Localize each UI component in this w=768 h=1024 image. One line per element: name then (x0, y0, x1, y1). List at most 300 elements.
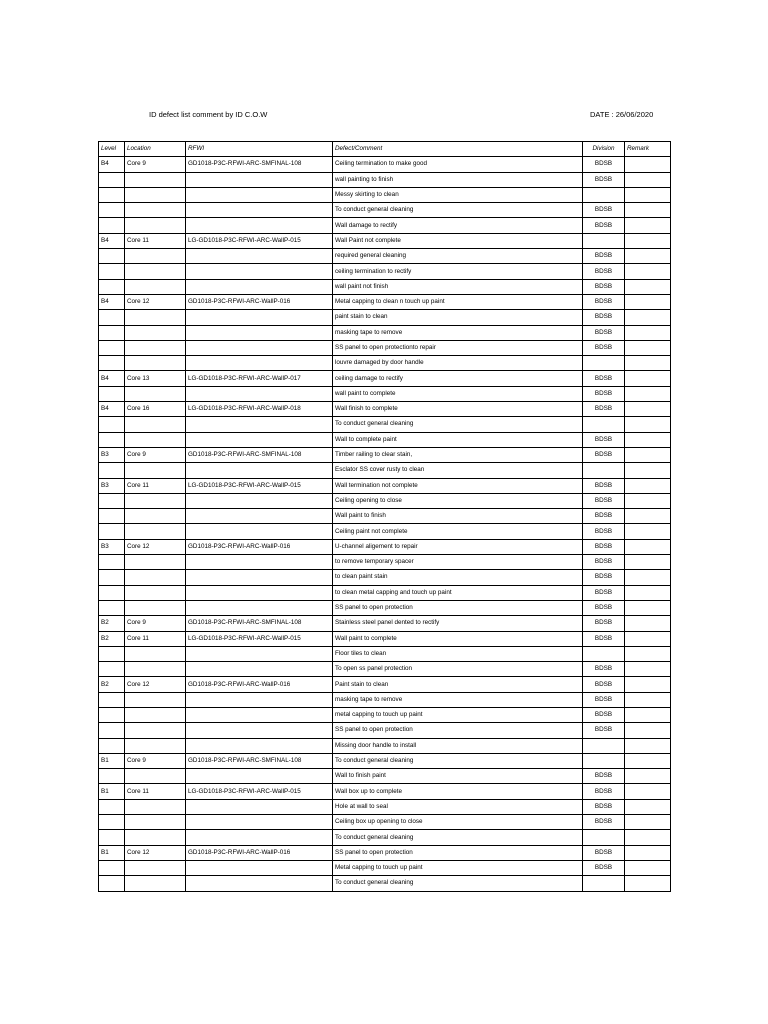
cell-location: Core 9 (125, 616, 186, 631)
cell-remark (625, 631, 671, 646)
cell-remark (625, 249, 671, 264)
cell-rfwi (186, 264, 333, 279)
cell-location (125, 432, 186, 447)
cell-rfwi (186, 279, 333, 294)
cell-remark (625, 463, 671, 478)
table-row (99, 493, 671, 508)
cell-location: Core 11 (125, 631, 186, 646)
cell-division (583, 233, 625, 248)
cell-remark (625, 616, 671, 631)
cell-level: B1 (99, 753, 125, 768)
cell-location (125, 493, 186, 508)
cell-level (99, 692, 125, 707)
cell-rfwi (186, 417, 333, 432)
cell-location (125, 738, 186, 753)
cell-defect: ceiling termination to rectify (333, 264, 583, 279)
cell-level (99, 386, 125, 401)
table-row (99, 157, 671, 172)
cell-location: Core 12 (125, 677, 186, 692)
cell-division: BDSB (583, 509, 625, 524)
cell-defect: Paint stain to clean (333, 677, 583, 692)
cell-rfwi (186, 692, 333, 707)
cell-level (99, 187, 125, 202)
cell-remark (625, 600, 671, 615)
cell-division: BDSB (583, 218, 625, 233)
cell-remark (625, 340, 671, 355)
cell-remark (625, 172, 671, 187)
cell-division (583, 738, 625, 753)
cell-defect: Ceiling box up opening to close (333, 815, 583, 830)
cell-division (583, 187, 625, 202)
cell-remark (625, 784, 671, 799)
cell-location (125, 799, 186, 814)
table-row (99, 570, 671, 585)
cell-remark (625, 157, 671, 172)
table-row (99, 417, 671, 432)
cell-division: BDSB (583, 799, 625, 814)
cell-division: BDSB (583, 555, 625, 570)
cell-remark (625, 524, 671, 539)
cell-level (99, 203, 125, 218)
cell-division: BDSB (583, 493, 625, 508)
cell-remark (625, 478, 671, 493)
cell-defect: to clean paint stain (333, 570, 583, 585)
cell-rfwi: LG-GD1018-P3C-RFWI-ARC-WallP-015 (186, 784, 333, 799)
cell-location (125, 830, 186, 845)
cell-division: BDSB (583, 203, 625, 218)
table-row (99, 860, 671, 875)
cell-defect: Wall paint to complete (333, 631, 583, 646)
cell-division (583, 463, 625, 478)
cell-defect: SS panel to open protection (333, 600, 583, 615)
cell-location: Core 12 (125, 539, 186, 554)
table-row (99, 738, 671, 753)
table-row (99, 509, 671, 524)
cell-level: B3 (99, 478, 125, 493)
cell-level (99, 799, 125, 814)
cell-rfwi (186, 325, 333, 340)
cell-rfwi (186, 723, 333, 738)
cell-defect: Wall Paint not complete (333, 233, 583, 248)
table-header-row (99, 142, 671, 157)
table-row (99, 692, 671, 707)
table-row (99, 294, 671, 309)
table-row (99, 585, 671, 600)
table-row (99, 279, 671, 294)
cell-location (125, 815, 186, 830)
cell-level: B4 (99, 402, 125, 417)
cell-rfwi (186, 432, 333, 447)
cell-rfwi: LG-GD1018-P3C-RFWI-ARC-WallP-015 (186, 233, 333, 248)
table-row (99, 340, 671, 355)
cell-level (99, 769, 125, 784)
cell-level (99, 432, 125, 447)
table-row (99, 707, 671, 722)
cell-level (99, 555, 125, 570)
cell-level (99, 509, 125, 524)
cell-level: B4 (99, 371, 125, 386)
cell-division: BDSB (583, 692, 625, 707)
cell-division: BDSB (583, 279, 625, 294)
cell-rfwi (186, 876, 333, 891)
cell-remark (625, 417, 671, 432)
cell-rfwi (186, 815, 333, 830)
cell-location (125, 570, 186, 585)
cell-remark (625, 325, 671, 340)
table-row (99, 172, 671, 187)
cell-defect: To conduct general cleaning (333, 876, 583, 891)
cell-location (125, 646, 186, 661)
cell-division (583, 830, 625, 845)
table-row (99, 187, 671, 202)
cell-division (583, 417, 625, 432)
cell-remark (625, 692, 671, 707)
cell-remark (625, 279, 671, 294)
cell-rfwi (186, 249, 333, 264)
cell-rfwi: LG-GD1018-P3C-RFWI-ARC-WallP-018 (186, 402, 333, 417)
table-row (99, 463, 671, 478)
cell-location (125, 172, 186, 187)
cell-rfwi (186, 310, 333, 325)
table-body (99, 157, 671, 891)
cell-remark (625, 294, 671, 309)
cell-remark (625, 662, 671, 677)
cell-division: BDSB (583, 585, 625, 600)
cell-location: Core 9 (125, 157, 186, 172)
cell-division: BDSB (583, 707, 625, 722)
cell-location (125, 876, 186, 891)
table-row (99, 815, 671, 830)
cell-division (583, 356, 625, 371)
cell-division: BDSB (583, 386, 625, 401)
cell-level (99, 707, 125, 722)
table-row (99, 402, 671, 417)
document-date: DATE : 26/06/2020 (590, 110, 654, 119)
cell-defect: Hole at wall to seal (333, 799, 583, 814)
cell-location: Core 11 (125, 784, 186, 799)
cell-level: B2 (99, 616, 125, 631)
cell-remark (625, 432, 671, 447)
cell-rfwi (186, 172, 333, 187)
table-row (99, 524, 671, 539)
cell-defect: To conduct general cleaning (333, 203, 583, 218)
cell-remark (625, 815, 671, 830)
cell-level (99, 738, 125, 753)
cell-defect: Ceiling paint not complete (333, 524, 583, 539)
cell-remark (625, 218, 671, 233)
cell-level (99, 356, 125, 371)
cell-division: BDSB (583, 815, 625, 830)
table-row (99, 539, 671, 554)
cell-defect: Messy skirting to clean (333, 187, 583, 202)
header-remark: Remark (625, 142, 671, 157)
table-row (99, 616, 671, 631)
cell-level: B4 (99, 233, 125, 248)
header-level: Level (99, 142, 125, 157)
cell-division: BDSB (583, 447, 625, 462)
cell-rfwi: GD1018-P3C-RFWI-ARC-WallP-016 (186, 294, 333, 309)
cell-level: B2 (99, 677, 125, 692)
cell-division: BDSB (583, 784, 625, 799)
cell-defect: To conduct general cleaning (333, 753, 583, 768)
cell-rfwi (186, 662, 333, 677)
cell-level: B4 (99, 157, 125, 172)
cell-remark (625, 753, 671, 768)
cell-level (99, 876, 125, 891)
cell-remark (625, 386, 671, 401)
cell-remark (625, 447, 671, 462)
cell-rfwi: GD1018-P3C-RFWI-ARC-SMFINAL-108 (186, 616, 333, 631)
cell-defect: SS panel to open protection (333, 723, 583, 738)
table-row (99, 723, 671, 738)
header-rfwi: RFWI (186, 142, 333, 157)
cell-location (125, 356, 186, 371)
cell-level: B1 (99, 845, 125, 860)
cell-remark (625, 723, 671, 738)
cell-level (99, 585, 125, 600)
cell-location: Core 11 (125, 233, 186, 248)
cell-level (99, 524, 125, 539)
cell-level (99, 570, 125, 585)
cell-defect: Metal capping to clean n touch up paint (333, 294, 583, 309)
table-row (99, 371, 671, 386)
cell-remark (625, 769, 671, 784)
cell-location (125, 264, 186, 279)
cell-level (99, 830, 125, 845)
cell-division: BDSB (583, 172, 625, 187)
cell-remark (625, 799, 671, 814)
cell-level (99, 279, 125, 294)
table-row (99, 845, 671, 860)
cell-rfwi (186, 600, 333, 615)
table-row (99, 432, 671, 447)
cell-defect: wall paint to complete (333, 386, 583, 401)
cell-level (99, 218, 125, 233)
cell-rfwi: LG-GD1018-P3C-RFWI-ARC-WallP-015 (186, 631, 333, 646)
cell-location (125, 860, 186, 875)
cell-level (99, 463, 125, 478)
cell-defect: to clean metal capping and touch up paint (333, 585, 583, 600)
cell-remark (625, 845, 671, 860)
cell-rfwi (186, 187, 333, 202)
table-row (99, 600, 671, 615)
cell-location (125, 417, 186, 432)
cell-location: Core 16 (125, 402, 186, 417)
cell-division: BDSB (583, 860, 625, 875)
cell-location (125, 600, 186, 615)
cell-remark (625, 570, 671, 585)
cell-rfwi: GD1018-P3C-RFWI-ARC-WallP-016 (186, 539, 333, 554)
table-row (99, 799, 671, 814)
table-row (99, 555, 671, 570)
cell-defect: Wall to complete paint (333, 432, 583, 447)
cell-division: BDSB (583, 769, 625, 784)
cell-level (99, 662, 125, 677)
cell-rfwi (186, 340, 333, 355)
cell-division: BDSB (583, 325, 625, 340)
cell-division: BDSB (583, 631, 625, 646)
cell-remark (625, 371, 671, 386)
cell-division (583, 753, 625, 768)
cell-level (99, 325, 125, 340)
cell-location (125, 555, 186, 570)
cell-defect: wall painting to finish (333, 172, 583, 187)
cell-level (99, 340, 125, 355)
cell-division: BDSB (583, 723, 625, 738)
cell-location (125, 325, 186, 340)
cell-defect: paint stain to clean (333, 310, 583, 325)
cell-location (125, 692, 186, 707)
table-row (99, 753, 671, 768)
cell-remark (625, 539, 671, 554)
cell-division: BDSB (583, 294, 625, 309)
cell-remark (625, 310, 671, 325)
cell-division: BDSB (583, 371, 625, 386)
cell-rfwi (186, 799, 333, 814)
cell-remark (625, 187, 671, 202)
cell-rfwi (186, 386, 333, 401)
cell-rfwi (186, 524, 333, 539)
cell-defect: Wall box up to complete (333, 784, 583, 799)
cell-remark (625, 707, 671, 722)
cell-defect: ceiling damage to rectify (333, 371, 583, 386)
cell-defect: to remove temporary spacer (333, 555, 583, 570)
cell-remark (625, 555, 671, 570)
cell-remark (625, 677, 671, 692)
cell-rfwi: LG-GD1018-P3C-RFWI-ARC-WallP-017 (186, 371, 333, 386)
cell-rfwi: GD1018-P3C-RFWI-ARC-SMFINAL-108 (186, 753, 333, 768)
cell-division: BDSB (583, 157, 625, 172)
cell-location: Core 9 (125, 753, 186, 768)
cell-defect: metal capping to touch up paint (333, 707, 583, 722)
header-location: Location (125, 142, 186, 157)
cell-remark (625, 860, 671, 875)
cell-division: BDSB (583, 845, 625, 860)
cell-defect: To open ss panel protection (333, 662, 583, 677)
table-row (99, 233, 671, 248)
cell-division: BDSB (583, 662, 625, 677)
cell-level (99, 310, 125, 325)
cell-location: Core 11 (125, 478, 186, 493)
cell-rfwi: GD1018-P3C-RFWI-ARC-SMFINAL-108 (186, 157, 333, 172)
cell-remark (625, 876, 671, 891)
cell-rfwi: GD1018-P3C-RFWI-ARC-SMFINAL-108 (186, 447, 333, 462)
table-row (99, 646, 671, 661)
cell-location (125, 249, 186, 264)
cell-defect: Ceiling opening to close (333, 493, 583, 508)
cell-level: B4 (99, 294, 125, 309)
cell-defect: SS panel to open protection (333, 845, 583, 860)
cell-defect: Wall paint to finish (333, 509, 583, 524)
cell-division: BDSB (583, 677, 625, 692)
cell-location (125, 769, 186, 784)
cell-defect: Wall finish to complete (333, 402, 583, 417)
cell-location (125, 310, 186, 325)
cell-rfwi (186, 707, 333, 722)
cell-remark (625, 493, 671, 508)
cell-rfwi: LG-GD1018-P3C-RFWI-ARC-WallP-015 (186, 478, 333, 493)
defect-table (98, 141, 671, 892)
cell-rfwi (186, 555, 333, 570)
cell-division: BDSB (583, 478, 625, 493)
cell-remark (625, 203, 671, 218)
cell-division: BDSB (583, 432, 625, 447)
cell-remark (625, 738, 671, 753)
cell-level: B1 (99, 784, 125, 799)
cell-location: Core 13 (125, 371, 186, 386)
cell-division: BDSB (583, 264, 625, 279)
cell-location (125, 723, 186, 738)
cell-remark (625, 509, 671, 524)
cell-rfwi (186, 509, 333, 524)
table-row (99, 784, 671, 799)
cell-division: BDSB (583, 600, 625, 615)
cell-level: B3 (99, 539, 125, 554)
cell-defect: Esclator SS cover rusty to clean (333, 463, 583, 478)
cell-level (99, 172, 125, 187)
cell-rfwi (186, 769, 333, 784)
cell-defect: Missing door handle to install (333, 738, 583, 753)
cell-location (125, 662, 186, 677)
cell-division: BDSB (583, 402, 625, 417)
cell-remark (625, 233, 671, 248)
cell-rfwi (186, 218, 333, 233)
cell-level (99, 417, 125, 432)
cell-location (125, 386, 186, 401)
cell-location (125, 218, 186, 233)
cell-location: Core 12 (125, 845, 186, 860)
cell-rfwi (186, 493, 333, 508)
cell-defect: masking tape to remove (333, 325, 583, 340)
cell-division: BDSB (583, 340, 625, 355)
table-row (99, 356, 671, 371)
cell-location (125, 187, 186, 202)
cell-location (125, 463, 186, 478)
table-row (99, 386, 671, 401)
cell-rfwi (186, 646, 333, 661)
cell-location (125, 203, 186, 218)
cell-division: BDSB (583, 616, 625, 631)
table-row (99, 662, 671, 677)
cell-defect: Wall damage to rectify (333, 218, 583, 233)
cell-level (99, 723, 125, 738)
table-row (99, 631, 671, 646)
cell-defect: required general cleaning (333, 249, 583, 264)
cell-location (125, 585, 186, 600)
cell-remark (625, 646, 671, 661)
cell-location (125, 524, 186, 539)
header-division: Division (583, 142, 625, 157)
cell-defect: Wall to finish paint (333, 769, 583, 784)
cell-location (125, 707, 186, 722)
header-defect: Defect/Comment (333, 142, 583, 157)
cell-location (125, 279, 186, 294)
table-row (99, 203, 671, 218)
cell-defect: Ceiling termination to make good (333, 157, 583, 172)
cell-remark (625, 830, 671, 845)
cell-defect: Wall termination not complete (333, 478, 583, 493)
cell-level (99, 600, 125, 615)
table-row (99, 769, 671, 784)
cell-location: Core 9 (125, 447, 186, 462)
cell-defect: Stainless steel panel dented to rectify (333, 616, 583, 631)
cell-location (125, 340, 186, 355)
cell-defect: Metal capping to touch up paint (333, 860, 583, 875)
cell-rfwi (186, 585, 333, 600)
cell-location (125, 509, 186, 524)
table-row (99, 447, 671, 462)
cell-rfwi (186, 570, 333, 585)
